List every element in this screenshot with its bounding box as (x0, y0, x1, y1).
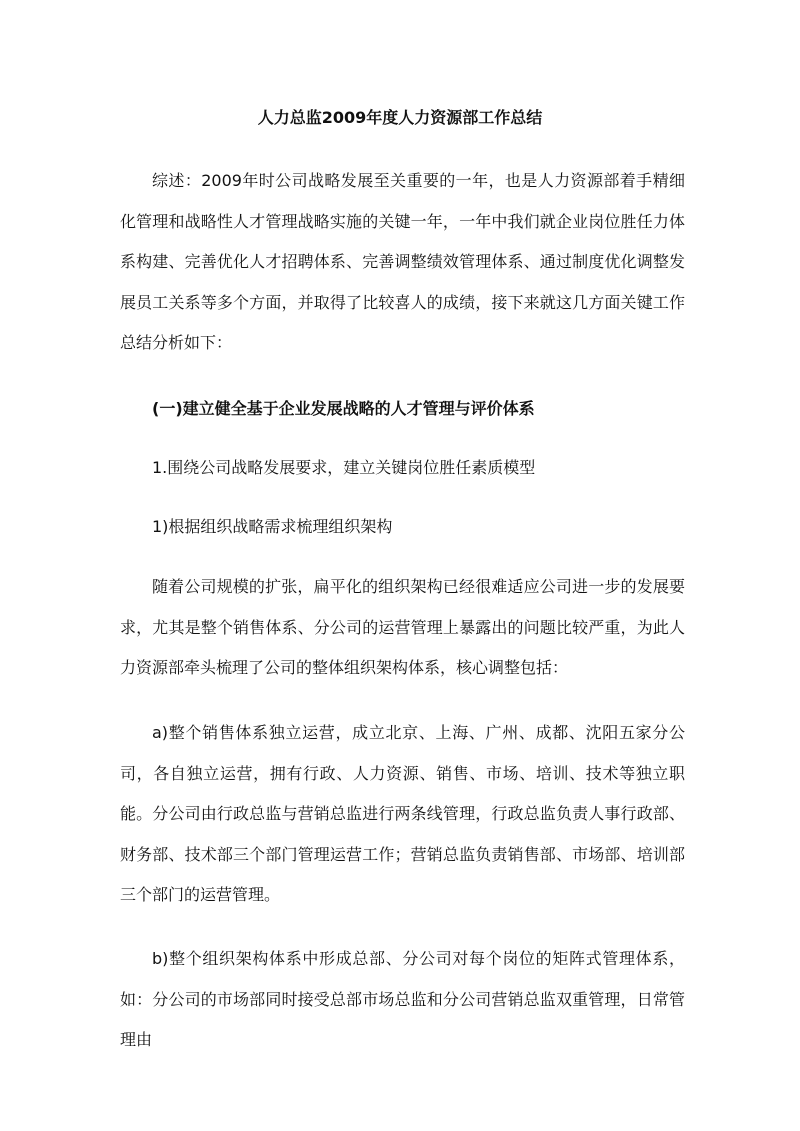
paragraph-summary: 综述：2009年时公司战略发展至关重要的一年，也是人力资源部着手精细化管理和战略性人才管理战略实施的关键一年，一年中我们就企业岗位胜任力体系构建、完善优化人才招聘体系、完善调整绩效管理体系、通过制度优化调整发展员工关系等多个方面，并取得了比较喜人的成绩，接下来就这几方面关键工作总结分析如下： (120, 171, 685, 352)
list-item-b: b)整个组织架构体系中形成总部、分公司对每个岗位的矩阵式管理体系，如：分公司的市场部同时接受总部市场总监和分公司营销总监双重管理，日常管理由 (120, 949, 685, 1049)
subheading-competency-model: 1.围绕公司战略发展要求，建立关键岗位胜任素质模型 (152, 458, 536, 477)
document-title: 人力总监2009年度人力资源部工作总结 (257, 108, 543, 127)
subheading-org-structure: 1)根据组织战略需求梳理组织架构 (152, 517, 393, 536)
section-heading-talent-management: (一)建立健全基于企业发展战略的人才管理与评价体系 (152, 399, 535, 418)
paragraph-org-adjustment: 随着公司规模的扩张，扁平化的组织架构已经很难适应公司进一步的发展要求，尤其是整个销售体系、分公司的运营管理上暴露出的问题比较严重，为此人力资源部牵头梳理了公司的整体组织架构体系，核心调整包括： (120, 577, 685, 677)
list-item-a: a)整个销售体系独立运营，成立北京、上海、广州、成都、沈阳五家分公司，各自独立运营，拥有行政、人力资源、销售、市场、培训、技术等独立职能。分公司由行政总监与营销总监进行两条线管理，行政总监负责人事行政部、财务部、技术部三个部门管理运营工作；营销总监负责销售部、市场部、培训部三个部门的运营管理。 (120, 723, 685, 904)
